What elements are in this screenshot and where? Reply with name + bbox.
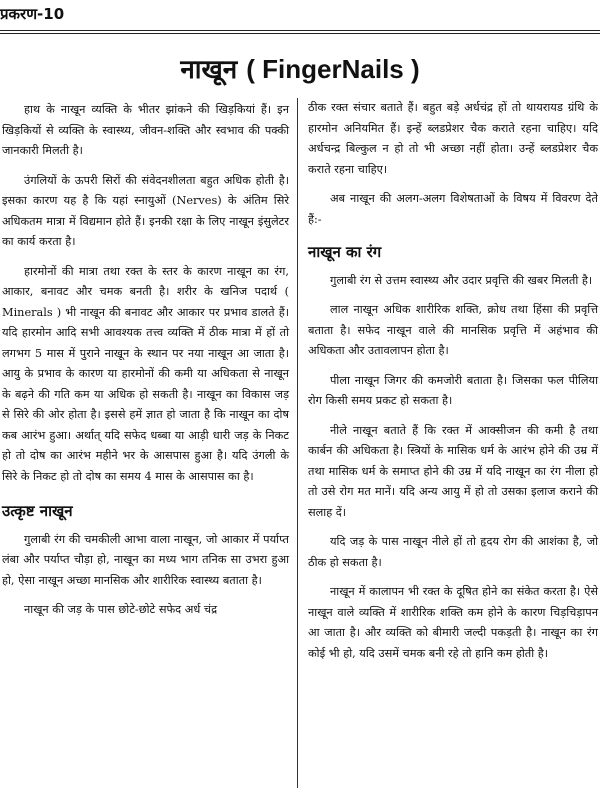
paragraph: हाथ के नाखून व्यक्ति के भीतर झांकने की खिड़कियां हैं। इन खिड़कियों से व्यक्ति के स्वास्थ्य, जीवन-शक्ति और स्वभाव की पक्की जानकारी मिलती है। bbox=[2, 103, 289, 157]
paragraph: उंगलियों के ऊपरी सिरों की संवेदनशीलता बहुत अधिक होती है। इसका कारण यह है कि यहां स्नायुओं (Nerves) के अंतिम सिरे अधिकतम मात्रा में विद्यमान होते हैं। इनकी रक्षा के लिए नाखून इंसुलेटर का कार्य करता है। bbox=[2, 173, 289, 248]
section-heading-nail-color: नाखून का रंग bbox=[308, 243, 382, 261]
paragraph: नीले नाखून बताते हैं कि रक्त में आक्सीजन की कमी है तथा कार्बन की अधिकता है। स्त्रियों के मासिक धर्म के आरंभ होने की उम्र में तथा मासिक धर्म के समाप्त होने की उम्र में यदि नाखून का रंग नीला हो तो उसे रोग मत मानें। यदि अन्य आयु में हो तो उसका इलाज कराने की सलाह दें। bbox=[308, 423, 598, 519]
paragraph: नाखून की जड़ के पास छोटे-छोटे सफेद अर्ध चंद्र bbox=[24, 603, 218, 616]
section-heading-excellent-nails: उत्कृष्ट नाखून bbox=[2, 502, 73, 520]
column-divider bbox=[297, 98, 298, 788]
paragraph: गुलाबी रंग से उत्तम स्वास्थ्य और उदार प्रवृत्ति की खबर मिलती है। bbox=[330, 273, 593, 287]
title-english: ( FingerNails ) bbox=[246, 54, 420, 84]
left-column bbox=[2, 100, 289, 630]
header-rule-top bbox=[0, 30, 600, 31]
paragraph: ठीक रक्त संचार बताते हैं। बहुत बड़े अर्धचंद्र हों तो थायरायड ग्रंथि के हारमोन अनियमित हैं। इन्हें ब्लडप्रेशर चैक कराते रहना चाहिए। यदि अर्धचन्द्र बिल्कुल न हो तो भी अच्छा नहीं होता। उन्हें ब्लडप्रेशर चैक कराते रहना चाहिए। bbox=[308, 101, 598, 176]
paragraph: गुलाबी रंग की चमकीली आभा वाला नाखून, जो आकार में पर्याप्त लंबा और पर्याप्त चौड़ा हो, नाखून का मध्य भाग तनिक सा उभरा हुआ हो, ऐसा नाखून अच्छा मानसिक और शारीरिक स्वास्थ्य बताता है। bbox=[2, 532, 289, 587]
paragraph: यदि जड़ के पास नाखून नीले हों तो हृदय रोग की आशंका है, जो ठीक हो सकता है। bbox=[308, 535, 598, 569]
paragraph: हारमोनों की मात्रा तथा रक्त के स्तर के कारण नाखून का रंग, आकार, बनावट और चमक बनती है। शरीर के खनिज पदार्थ ( Minerals ) भी नाखून की बनावट और आकार पर प्रभाव डालते हैं। यदि हारमोन आदि सभी आवश्यक तत्त्व व्यक्ति में ठीक मात्रा में हों तो लगभग 5 मास में पुराने नाखून के स्थान पर नया नाखून आ जाता है। आयु के प्रभाव के कारण या हारमोनों की कमी या अधिकता से नाखून के बढ़ने की गति कम या अधिक हो सकती है। नाखून का विकास जड़ से सिरे की ओर होता है। इससे हमें ज्ञात हो जाता है कि नाखून का दोष कब आरंभ हुआ। अर्थात् यदि सफेद धब्बा या आड़ी धारी जड़ के निकट हो तो दोष का आरंभ महीने भर के आसपास हुआ है। यदि उंगली के सिरे के निकट हो तो दोष का समय 4 मास के आसपास का है। bbox=[2, 264, 289, 483]
paragraph: लाल नाखून अधिक शारीरिक शक्ति, क्रोध तथा हिंसा की प्रवृत्ति बताता है। सफेद नाखून वाले की मानसिक प्रवृत्ति में अहंभाव की अधिकता और उतावलापन होता है। bbox=[308, 303, 598, 357]
paragraph: अब नाखून की अलग-अलग विशेषताओं के विषय में विवरण देते हैं:- bbox=[308, 192, 598, 226]
right-column bbox=[308, 98, 598, 673]
header-rule-bottom bbox=[0, 33, 600, 34]
chapter-label: प्रकरण-10 bbox=[0, 5, 65, 23]
page-title bbox=[0, 50, 600, 86]
paragraph: पीला नाखून जिगर की कमजोरी बताता है। जिसका फल पीलिया रोग किसी समय प्रकट हो सकता है। bbox=[308, 373, 598, 407]
paragraph: नाखून में कालापन भी रक्त के दूषित होने का संकेत करता है। ऐसे नाखून वाले व्यक्ति में शारीरिक शक्ति कम होने के कारण चिड़चिड़ापन आ जाता है। और व्यक्ति को बीमारी जल्दी पकड़ती है। नाखून का रंग कोई भी हो, यदि उसमें चमक बनी रहे तो हानि कम होती है। bbox=[308, 585, 598, 660]
title-hindi: नाखून bbox=[180, 55, 238, 85]
